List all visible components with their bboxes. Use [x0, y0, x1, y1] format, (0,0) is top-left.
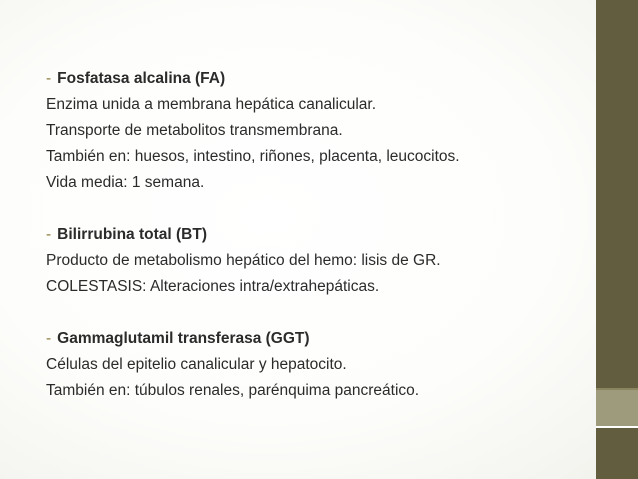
body-line: Producto de metabolismo hepático del hemo: lisis de GR. [46, 252, 441, 269]
heading-text: Fosfatasa alcalina (FA) [57, 70, 226, 87]
body-line: También en: túbulos renales, parénquima pancreático. [46, 382, 420, 399]
section-bilirrubina-total [46, 222, 586, 300]
section-heading [46, 326, 586, 352]
sidebar-bottom-block [596, 428, 638, 479]
section-heading [46, 222, 586, 248]
bullet-dash: - [46, 226, 52, 243]
body-line: Vida media: 1 semana. [46, 174, 205, 191]
body-line: COLESTASIS: Alteraciones intra/extrahepáticas. [46, 278, 380, 295]
body-line: Transporte de metabolitos transmembrana. [46, 122, 343, 139]
body-line: Células del epitelio canalicular y hepatocito. [46, 356, 347, 373]
section-gammaglutamil-transferasa [46, 326, 586, 404]
bullet-dash: - [46, 70, 52, 87]
body-line: También en: huesos, intestino, riñones, placenta, leucocitos. [46, 148, 460, 165]
body-line: Enzima unida a membrana hepática canalicular. [46, 96, 376, 113]
heading-text: Bilirrubina total (BT) [57, 226, 207, 243]
section-heading [46, 66, 586, 92]
slide-body [46, 66, 586, 404]
spacer [46, 300, 586, 326]
spacer [46, 196, 586, 222]
decorative-sidebar [596, 0, 638, 479]
sidebar-accent-block [596, 390, 638, 426]
section-fosfatasa-alcalina [46, 66, 586, 196]
heading-text: Gammaglutamil transferasa (GGT) [57, 330, 310, 347]
bullet-dash: - [46, 330, 52, 347]
sidebar-top-block [596, 0, 638, 388]
